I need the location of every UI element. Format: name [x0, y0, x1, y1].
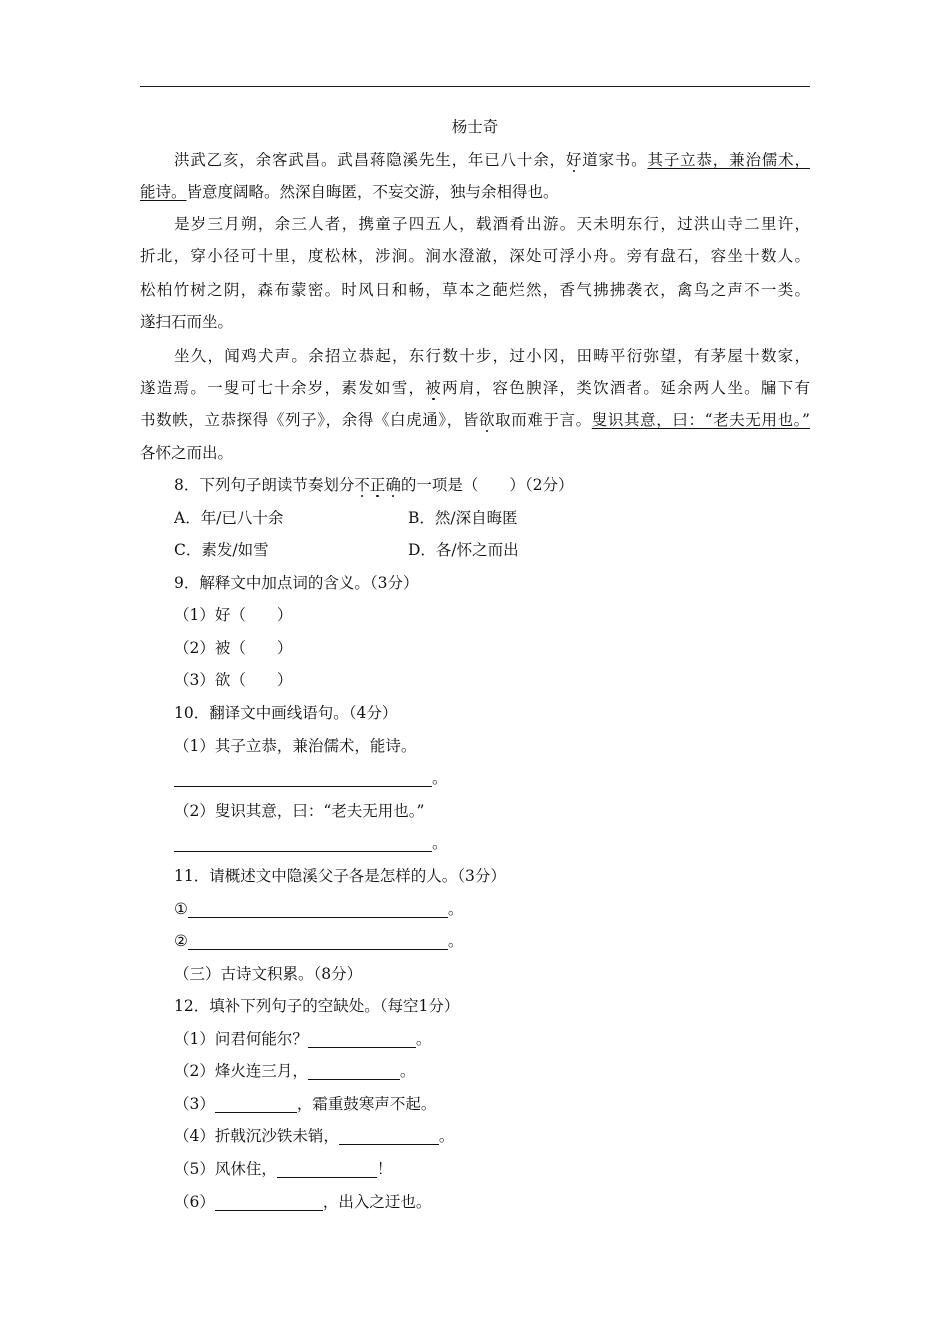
q11-stem: 11．请概述文中隐溪父子各是怎样的人。（3分） [174, 867, 506, 885]
passage-p2-line4: 遂扫石而坐。 [140, 313, 234, 331]
q12-item-1: （1）问君何能尔？ 。 [174, 1030, 432, 1048]
q10-answer-2: 。 [174, 833, 448, 853]
passage-p2-line1: 是岁三月朔，余三人者，携童子四五人，载酒肴出游。天未明东行，过洪山寺二里许， [174, 215, 810, 233]
q10-answer-1: 。 [174, 768, 448, 788]
answer-blank[interactable] [174, 769, 432, 787]
q8-option-d: D．各/怀之而出 [408, 541, 519, 559]
header-rule [140, 86, 810, 87]
q9-stem: 9．解释文中加点词的含义。（3分） [174, 574, 419, 592]
answer-blank[interactable] [174, 834, 432, 852]
answer-blank[interactable] [188, 932, 448, 950]
q8-option-a: A．年/已八十余 [174, 509, 284, 527]
answer-blank[interactable] [277, 1160, 377, 1178]
passage-p2-line3: 松柏竹树之阴，森布蒙密。时风日和畅，草本之葩烂然，香气拂拂袭衣，禽鸟之声不一类。 [140, 281, 810, 299]
q8-stem: 8．下列句子朗读节奏划分不正确的一项是（ ）（2分） [174, 476, 574, 494]
dotted-word-bei: 被 [425, 379, 443, 397]
q10-item-1: （1）其子立恭，兼治儒术，能诗。 [174, 737, 417, 755]
passage-title: 杨士奇 [451, 118, 499, 136]
passage-p1-line1: 洪武乙亥，余客武昌。武昌蒋隐溪先生，年已八十余，好道家书。其子立恭，兼治儒术， [174, 151, 810, 169]
q9-item-1: （1）好（ ） [174, 606, 293, 624]
answer-blank[interactable] [215, 1095, 297, 1113]
underlined-sentence-1a: 其子立恭，兼治儒术， [647, 151, 810, 169]
answer-blank[interactable] [339, 1127, 439, 1145]
q10-stem: 10．翻译文中画线语句。（4分） [174, 704, 398, 722]
q12-item-6: （6） ，出入之迂也。 [174, 1193, 432, 1211]
passage-p2-line2: 折北，穿小径可十里，度松林，涉涧。涧水澄澈，深处可浮小舟。旁有盘石，容坐十数人。 [140, 247, 810, 265]
q9-item-3: （3）欲（ ） [174, 671, 293, 689]
q12-item-3: （3） ，霜重鼓寒声不起。 [174, 1095, 437, 1113]
answer-blank[interactable] [308, 1030, 416, 1048]
dotted-word-yu: 欲 [478, 411, 496, 429]
q12-item-4: （4）折戟沉沙铁未销， 。 [174, 1127, 455, 1145]
q10-item-2: （2）叟识其意，曰：“老夫无用也。” [174, 802, 425, 820]
q12-stem: 12．填补下列句子的空缺处。（每空1分） [174, 997, 460, 1015]
dotted-word-hao: 好 [565, 151, 583, 169]
answer-blank[interactable] [308, 1062, 400, 1080]
q9-item-2: （2）被（ ） [174, 639, 293, 657]
passage-p3-line2: 遂造焉。一叟可七十余岁，素发如雪，被两肩，容色腴泽，类饮酒者。延余两人坐。牖下有 [140, 379, 810, 397]
answer-blank[interactable] [215, 1193, 323, 1211]
q12-item-5: （5）风休住， ！ [174, 1160, 393, 1178]
passage-p1-line2: 能诗。皆意度阔略。然深自晦匿，不妄交游，独与余相得也。 [140, 183, 559, 201]
q8-option-c: C．素发/如雪 [174, 541, 269, 559]
passage-p3-line1: 坐久，闻鸡犬声。余招立恭起，东行数十步，过小冈，田畴平衍弥望，有茅屋十数家， [174, 347, 810, 365]
q8-option-b: B．然/深自晦匿 [408, 509, 518, 527]
q11-answer-1: ① 。 [174, 900, 464, 918]
section-heading: （三）古诗文积累。（8分） [174, 965, 363, 983]
passage-p3-line3: 书数帙，立恭探得《列子》，余得《白虎通》，皆欲取而难于言。叟识其意，曰：“老夫无用也。” [140, 411, 810, 429]
underlined-sentence-2: 叟识其意，曰：“老夫无用也。” [591, 411, 810, 429]
underlined-sentence-1b: 能诗。 [140, 183, 187, 201]
answer-blank[interactable] [188, 900, 448, 918]
passage-p3-line4: 各怀之而出。 [140, 444, 234, 462]
q11-answer-2: ② 。 [174, 932, 464, 950]
q12-item-2: （2）烽火连三月， 。 [174, 1062, 416, 1080]
